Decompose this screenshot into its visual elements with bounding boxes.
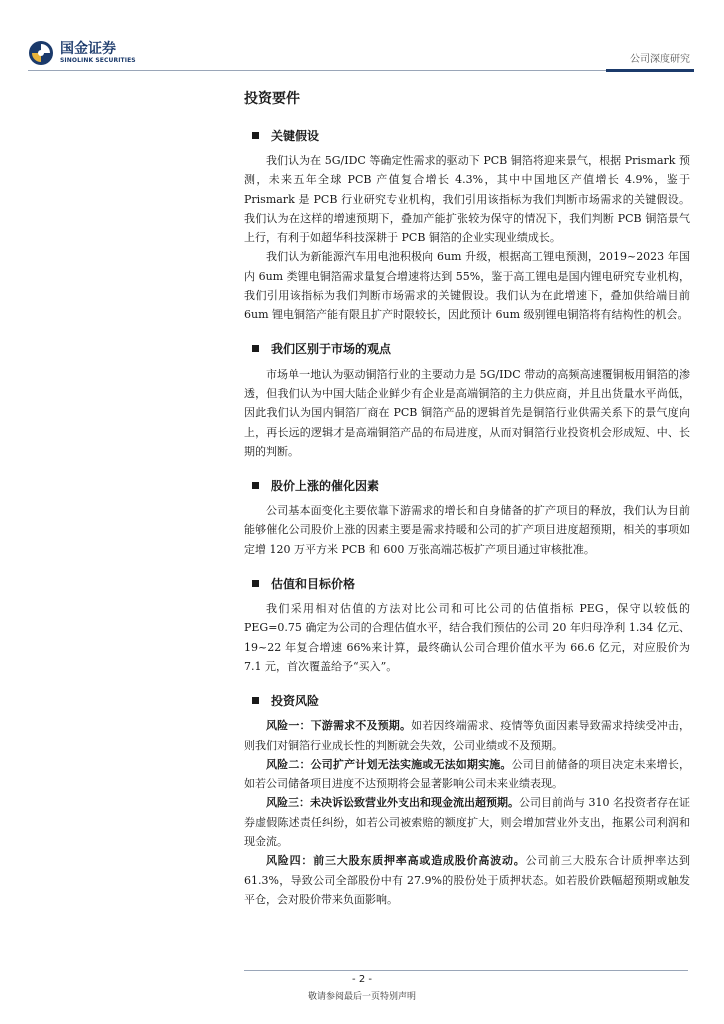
risk-item bbox=[244, 755, 690, 794]
paragraph: 市场单一地认为驱动铜箔行业的主要动力是 5G/IDC 带动的高频高速覆铜板用铜箔的渗透，但我们认为中国大陆企业鲜少有企业是高端铜箔的主力供应商，并且出货量水平尚低，因此我们认为国内铜箔厂商在 PCB 铜箔产品的逻辑首先是铜箔行业供需关系下的景气度向上，再长远的逻辑才是高端铜箔产品的布局进度，从而对铜箔行业投资机会形成短、中、长期的判断。 bbox=[244, 367, 690, 458]
section-key-assumptions bbox=[244, 125, 690, 325]
risk-item bbox=[244, 851, 690, 909]
risk-text: 公司前三大股东合计质押率达到 61.3%，导致公司全部股份中有 27.9%的股份处于质押状态。如若股价跌幅超预期或触发平仓，会对股价带来负面影响。 bbox=[244, 854, 691, 906]
section-title: 投资风险 bbox=[271, 693, 320, 708]
logo-mark-icon bbox=[28, 40, 54, 66]
section-title: 我们区别于市场的观点 bbox=[271, 342, 392, 357]
section-title: 估值和目标价格 bbox=[271, 576, 356, 591]
risk-title: 风险三：未决诉讼致营业外支出和现金流出超预期。 bbox=[266, 796, 519, 810]
risk-title: 风险二：公司扩产计划无法实施或无法如期实施。 bbox=[266, 757, 512, 771]
section-valuation bbox=[244, 573, 690, 676]
section-title: 股价上涨的催化因素 bbox=[271, 478, 380, 493]
square-bullet-icon bbox=[252, 697, 259, 704]
square-bullet-icon bbox=[252, 132, 259, 139]
paragraph: 公司基本面变化主要依靠下游需求的增长和自身储备的扩产项目的释放，我们认为目前能够催化公司股价上涨的因素主要是需求持暖和公司的扩产项目进度超预期，相关的事项如定增 120 万平方米 PCB 和 600 万张高端芯板扩产项目通过审核批准。 bbox=[244, 504, 690, 556]
company-logo bbox=[28, 40, 136, 66]
section-title: 关键假设 bbox=[271, 128, 320, 143]
square-bullet-icon bbox=[252, 345, 259, 352]
risk-text: 公司目前储备的项目决定未来增长，如若公司储备项目进度不达预期将会显著影响公司未来业绩表现。 bbox=[244, 757, 691, 791]
risk-text: 公司目前尚与 310 名投资者存在证券虚假陈述责任纠纷，如若公司被索赔的额度扩大，则会增加营业外支出，拖累公司利润和现金流。 bbox=[244, 796, 690, 849]
risk-item bbox=[244, 793, 690, 851]
header-accent-bar bbox=[606, 69, 694, 72]
paragraph: 我们认为在 5G/IDC 等确定性需求的驱动下 PCB 铜箔将迎来景气，根据 Prismark 预测，未来五年全球 PCB 产值复合增长 4.3%，其中中国地区产值增长 4.9%，鉴于 Prismark 是 PCB 行业研究专业机构，我们引用该指标为我们判断市场需求的关键假设。我们认为在这样的增速预期下，叠加产能扩张较为保守的情况下，我们判断 PCB 铜箔景气上行，有利于如超华科技深耕于 PCB 铜箔的企业实现业绩成长。 bbox=[244, 154, 690, 245]
document-type-label: 公司深度研究 bbox=[630, 54, 690, 65]
page-number: - 2 - bbox=[352, 974, 372, 985]
risk-title: 风险四：前三大股东质押率高或造成股价高波动。 bbox=[266, 854, 526, 868]
header-divider bbox=[28, 70, 694, 71]
main-content bbox=[244, 88, 690, 923]
paragraph: 我们采用相对估值的方法对比公司和可比公司的估值指标 PEG，保守以较低的 PEG=0.75 确定为公司的合理估值水平，结合我们预估的公司 20 年归母净利 1.34 亿元、19~22 年复合增速 66%来计算，最终确认公司合理价值水平为 66.6 亿元，对应股价为 7.1 元，首次覆盖给予“买入”。 bbox=[244, 602, 690, 673]
risk-title: 风险一：下游需求不及预期。 bbox=[266, 719, 412, 733]
risk-text: 如若因终端需求、疫情等负面因素导致需求持续受冲击，则我们对铜箔行业成长性的判断就会失效，公司业绩或不及预期。 bbox=[244, 719, 690, 752]
page-title: 投资要件 bbox=[244, 91, 300, 107]
section-investment-risks bbox=[244, 690, 690, 909]
page-header bbox=[0, 0, 724, 80]
logo-chinese-name: 国金证券 bbox=[60, 40, 116, 57]
square-bullet-icon bbox=[252, 482, 259, 489]
section-differentiated-view bbox=[244, 339, 690, 461]
logo-english-name: SINOLINK SECURITIES bbox=[60, 56, 136, 64]
paragraph: 我们认为新能源汽车用电池积极向 6um 升级，根据高工锂电预测，2019~2023 年国内 6um 类锂电铜箔需求量复合增速将达到 55%，鉴于高工锂电是国内锂电研究专业机构，我们引用该指标为我们判断市场需求的关键假设。我们认为在此增速下，叠加供给端目前 6um 锂电铜箔产能有限且扩产时限较长，因此预计 6um 级别锂电铜箔将有结构性的机会。 bbox=[244, 250, 690, 322]
footer-disclaimer: 敬请参阅最后一页特别声明 bbox=[307, 992, 416, 1002]
footer-divider bbox=[244, 970, 688, 971]
section-catalysts bbox=[244, 475, 690, 559]
risk-item bbox=[244, 716, 690, 755]
square-bullet-icon bbox=[252, 580, 259, 587]
